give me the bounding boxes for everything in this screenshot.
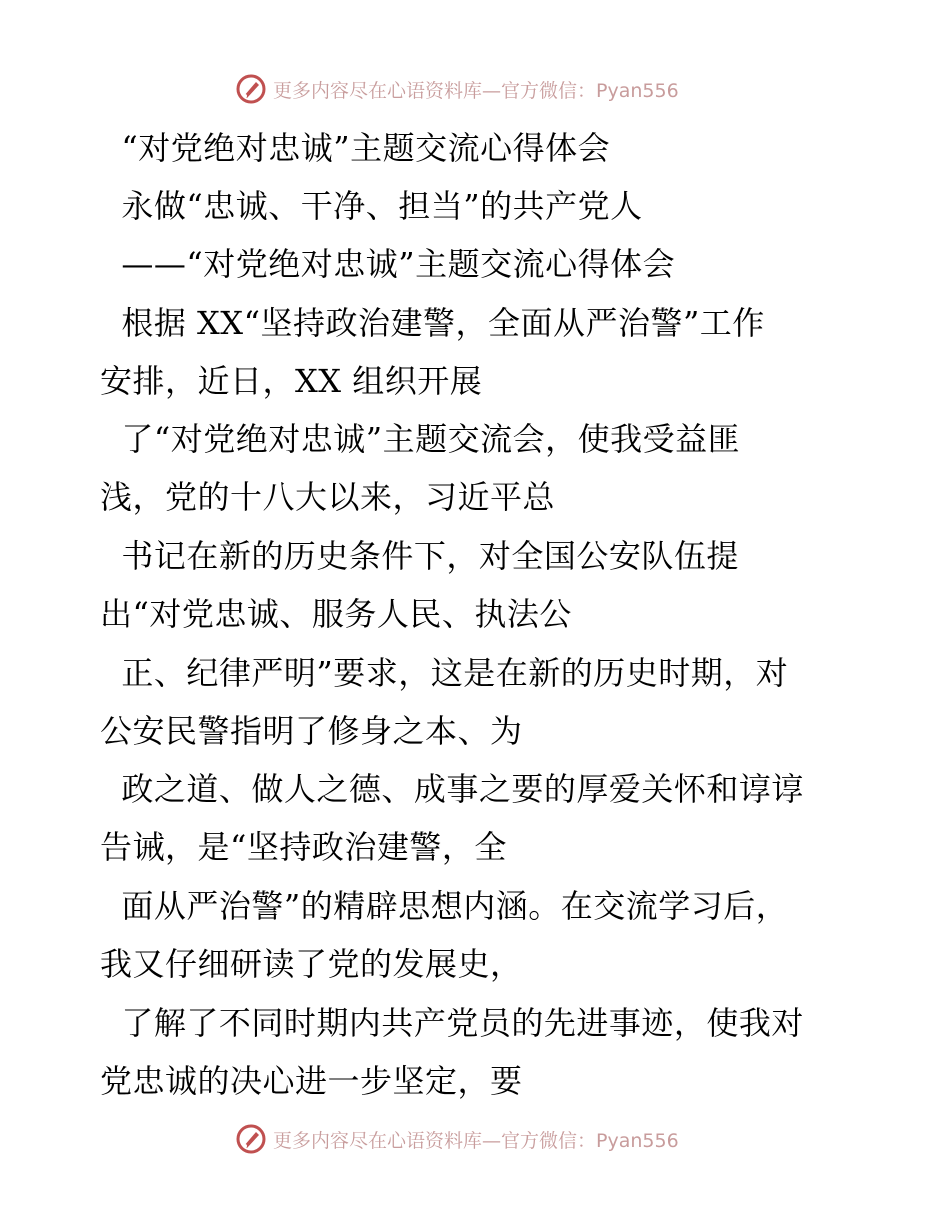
doc-subtitle-2: ——“对党绝对忠诚”主题交流心得体会	[100, 245, 676, 283]
doc-line: 安排，近日，XX 组织开展	[100, 362, 483, 400]
pen-logo-icon	[235, 73, 267, 105]
doc-line: 我又仔细研读了党的发展史，	[100, 945, 523, 983]
doc-line: 浅，党的十八大以来，习近平总	[100, 478, 556, 516]
watermark-text: 更多内容尽在心语资料库—官方微信：Pyan556	[273, 1129, 679, 1152]
doc-line: 公安民警指明了修身之本、为	[100, 712, 523, 750]
watermark-text: 更多内容尽在心语资料库—官方微信：Pyan556	[273, 79, 679, 102]
pen-logo-icon	[235, 1123, 267, 1155]
doc-line: 了“对党绝对忠诚”主题交流会，使我受益匪	[100, 420, 741, 458]
doc-line: 了解了不同时期内共产党员的先进事迹，使我对	[100, 1004, 804, 1042]
doc-subtitle: 永做“忠诚、干净、担当”的共产党人	[100, 187, 643, 225]
footer-watermark	[235, 1122, 679, 1156]
doc-line: 出“对党忠诚、服务人民、执法公	[100, 595, 572, 633]
doc-title: “对党绝对忠诚”主题交流心得体会	[100, 129, 611, 167]
doc-line: 正、纪律严明”要求，这是在新的历史时期，对	[100, 654, 789, 692]
doc-line: 告诫，是“坚持政治建警，全	[100, 828, 507, 866]
doc-line: 党忠诚的决心进一步坚定，要	[100, 1062, 523, 1100]
doc-line: 根据 XX“坚持政治建警，全面从严治警”工作	[100, 304, 765, 342]
header-watermark	[235, 72, 679, 106]
doc-line: 面从严治警”的精辟思想内涵。在交流学习后，	[100, 887, 789, 925]
doc-line: 书记在新的历史条件下，对全国公安队伍提	[100, 537, 739, 575]
doc-line: 政之道、做人之德、成事之要的厚爱关怀和谆谆	[100, 770, 804, 808]
